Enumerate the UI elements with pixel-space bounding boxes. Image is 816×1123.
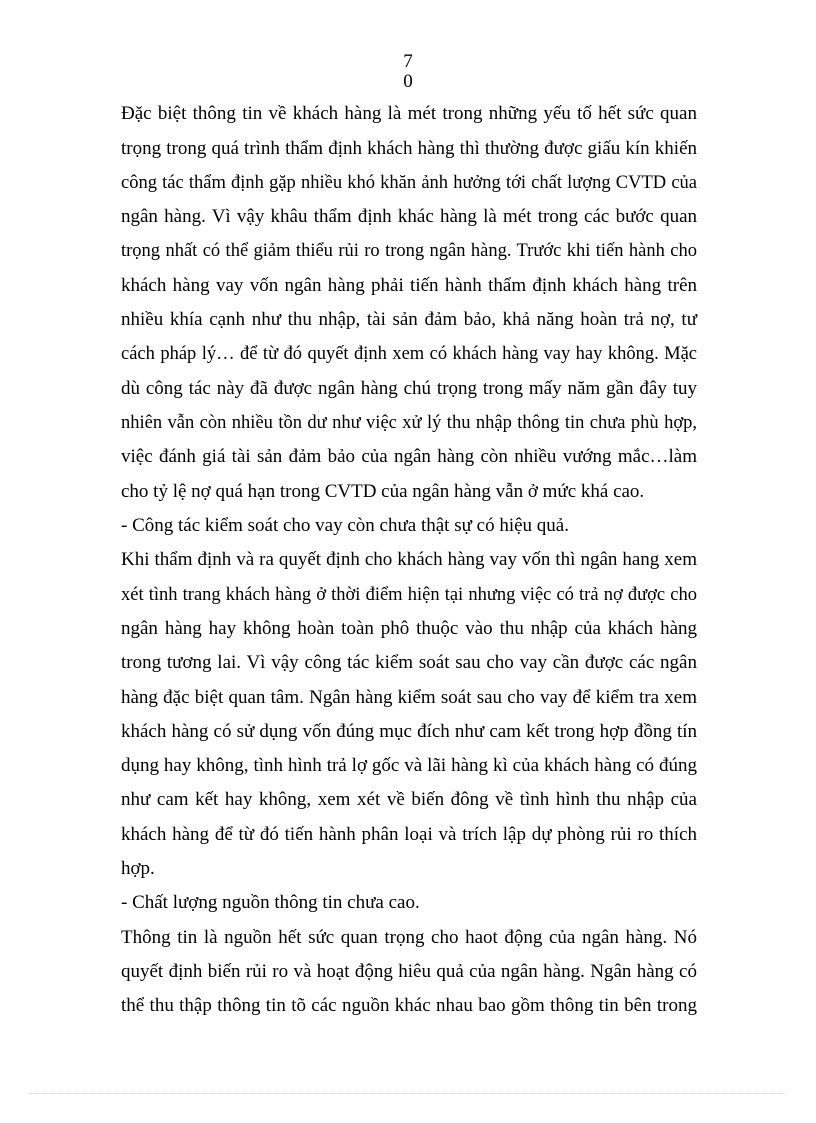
body-line: như cam kết hay không, xem xét về biến đông về tình hình thu nhập của [121,789,697,810]
body-line: ngân hàng hay không hoàn toàn phô thuộc vào thu nhập của khách hàng [121,618,697,639]
body-line: công tác thẩm định gặp nhiều khó khăn ảnh hưởng tới chất lượng CVTD của [121,173,697,193]
body-line: khách hàng để từ đó tiến hành phân loại và trích lập dự phòng rủi ro thích [121,824,697,845]
body-line: Khi thẩm định và ra quyết định cho khách hàng vay vốn thì ngân hang xem [121,549,697,570]
body-line: ngân hàng. Vì vậy khâu thẩm định khác hàng là mét trong các bước quan [121,206,697,227]
body-line: cách pháp lý… để từ đó quyết định xem có khách hàng vay hay không. Mặc [121,344,697,364]
body-line: trọng nhất có thể giảm thiểu rủi ro trong ngân hàng. Trước khi tiến hành cho [121,241,697,261]
body-line: hợp. [121,858,155,879]
body-line: nhiều khía cạnh như thu nhập, tài sản đảm bảo, khả năng hoàn trả nợ, tư [121,309,697,330]
body-line: Thông tin là nguồn hết sức quan trọng cho haot động của ngân hàng. Nó [121,927,697,948]
bullet-heading: - Công tác kiểm soát cho vay còn chưa thật sự có hiệu quả. [121,515,569,536]
body-line: trong tương lai. Vì vậy công tác kiểm soát sau cho vay cần được các ngân [121,652,697,673]
body-line: việc đánh giá tài sản đảm bảo của ngân hàng còn nhiều vướng mắc…làm [121,446,697,467]
body-line: cho tỷ lệ nợ quá hạn trong CVTD của ngân hàng vẫn ở mức khá cao. [121,481,645,502]
body-line: dụng hay không, tình hình trả lợ gốc và lãi hàng kì của khách hàng có đúng [121,755,697,776]
body-line: quyết định biến rủi ro và hoạt động hiêu quả của ngân hàng. Ngân hàng có [121,961,697,982]
body-line: xét tình trang khách hàng ở thời điểm hiện tại nhưng việc có trả nợ được cho [121,585,697,605]
body-line: thể thu thập thông tin tõ các nguồn khác nhau bao gồm thông tin bên trong [121,995,697,1016]
page-number-bottom: 0 [403,71,413,92]
body-line: khách hàng có sử dụng vốn đúng mục đích như cam kết trong hợp đồng tín [121,721,697,742]
body-line: khách hàng vay vốn ngân hàng phải tiến hành thẩm định khách hàng trên [121,275,697,296]
body-line: dù công tác này đã được ngân hàng chú trọng trong mấy năm gần đây tuy [121,378,697,399]
body-line: hàng đặc biệt quan tâm. Ngân hàng kiểm soát sau cho vay để kiểm tra xem [121,687,697,708]
body-line: nhiên vẫn còn nhiều tồn dư như việc xử lý thu nhập thông tin chưa phù hợp, [121,413,697,433]
bullet-heading: - Chất lượng nguồn thông tin chưa cao. [121,892,420,913]
body-line: Đặc biệt thông tin về khách hàng là mét trong những yếu tố hết sức quan [121,103,697,124]
page-bottom-rule [30,1093,786,1094]
page-number-top: 7 [403,51,413,72]
body-line: trọng trong quá trình thẩm định khách hàng thì thường được giấu kín khiến [121,138,697,159]
